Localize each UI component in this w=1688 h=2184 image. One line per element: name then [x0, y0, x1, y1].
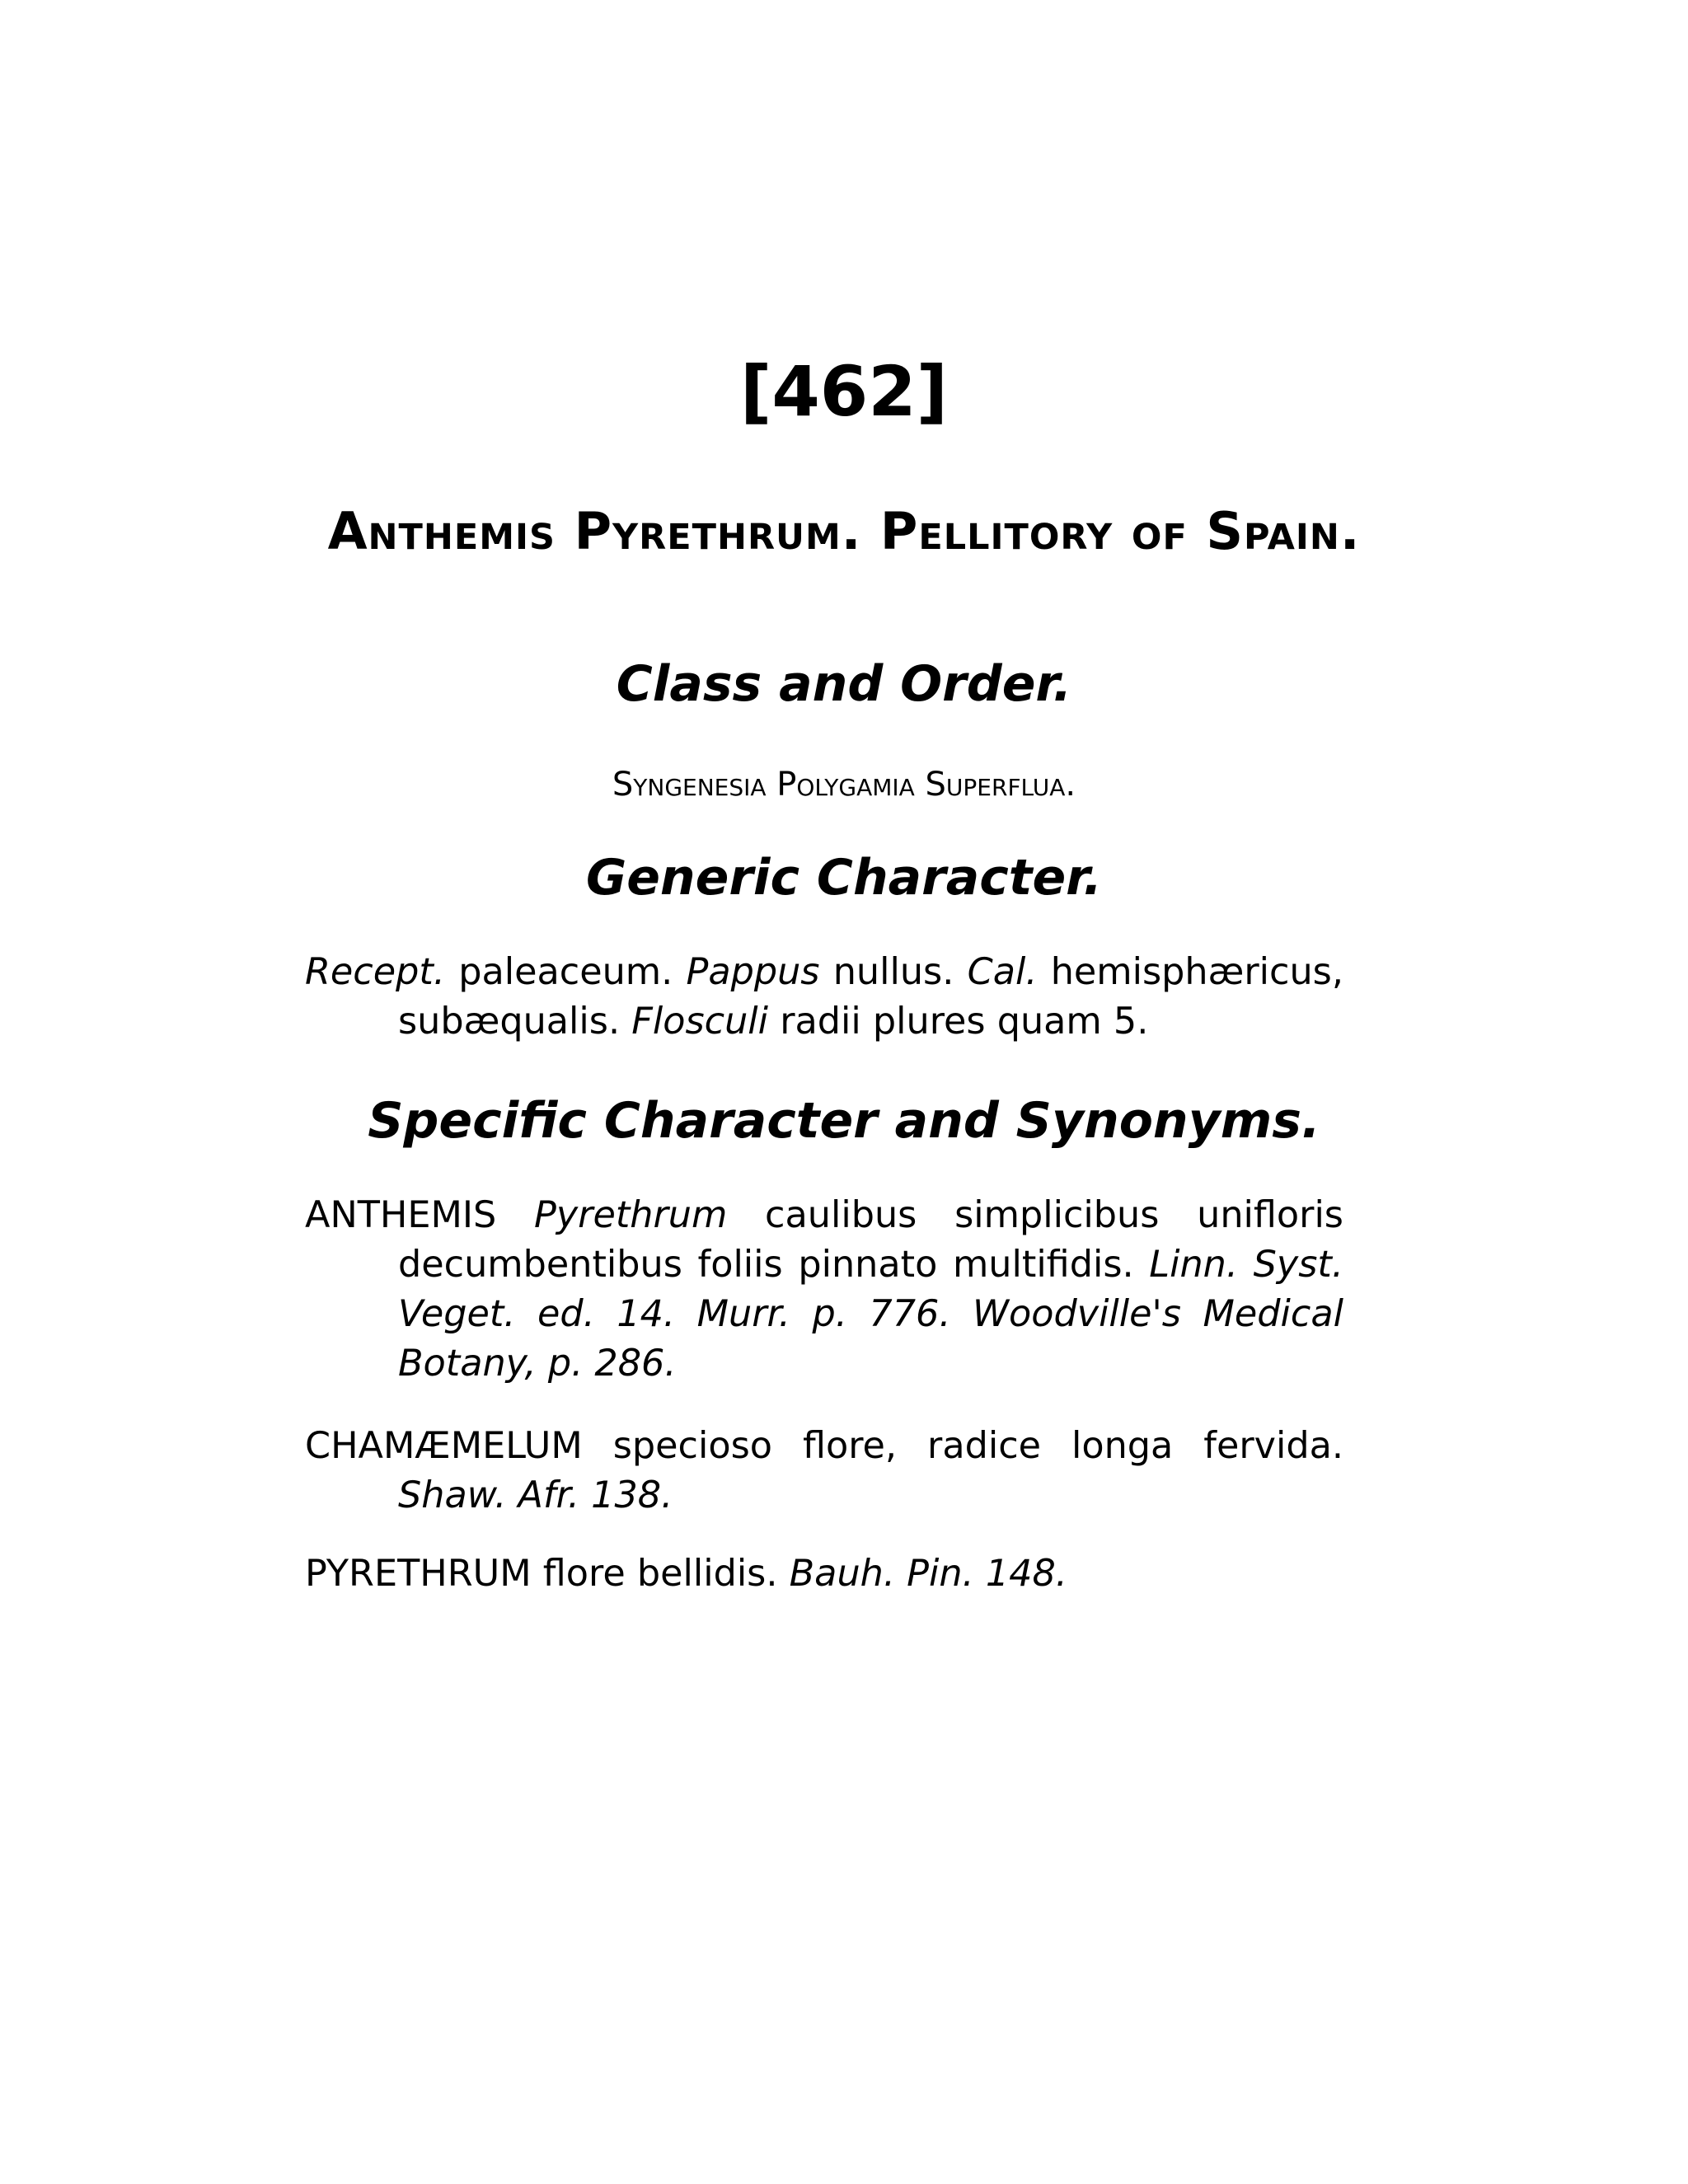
specific-character-heading: Specific Character and Synonyms.	[368, 1092, 1320, 1150]
term-recept: Recept.	[305, 951, 445, 993]
text-flosculi: radii plures quam 5.	[768, 1001, 1149, 1043]
synonym-name: ANTHEMIS	[305, 1194, 534, 1236]
term-pappus: Pappus	[686, 951, 820, 993]
synonym-entry	[305, 1422, 1343, 1521]
synonym-name: CHAMÆMELUM	[305, 1425, 583, 1467]
synonym-description: caulibus simplicibus unifloris decumbentibus foliis pinnato multifidis.	[398, 1194, 1343, 1286]
synonym-entry	[305, 1191, 1343, 1389]
class-and-order-text: Syngenesia Polygamia Superflua.	[612, 766, 1076, 804]
text-recept: paleaceum.	[444, 951, 687, 993]
synonym-description: flore bellidis.	[531, 1553, 790, 1595]
text-cal: hemisphæricus, subæqualis.	[398, 951, 1343, 1043]
synonym-name: PYRETHRUM	[305, 1553, 532, 1595]
synonym-reference: Linn. Syst. Veget. ed. 14. Murr. p. 776. Woodville's Medical Botany, p. 286.	[398, 1244, 1344, 1385]
term-flosculi: Flosculi	[631, 1001, 769, 1043]
synonym-epithet: Pyrethrum	[533, 1194, 728, 1236]
synonym-reference: Bauh. Pin. 148.	[789, 1553, 1067, 1595]
text-pappus: nullus.	[819, 951, 968, 993]
generic-character-heading: Generic Character.	[585, 849, 1103, 907]
term-cal: Cal.	[967, 951, 1038, 993]
class-and-order-heading: Class and Order.	[616, 655, 1072, 713]
page-number: [462]	[739, 351, 949, 432]
synonym-description: specioso flore, radice longa fervida.	[582, 1425, 1343, 1467]
synonym-entry	[305, 1549, 1343, 1599]
generic-character-paragraph	[305, 948, 1343, 1047]
synonym-reference: Shaw. Afr. 138.	[398, 1474, 673, 1516]
page-title: Anthemis Pyrethrum. Pellitory of Spain.	[327, 501, 1361, 561]
